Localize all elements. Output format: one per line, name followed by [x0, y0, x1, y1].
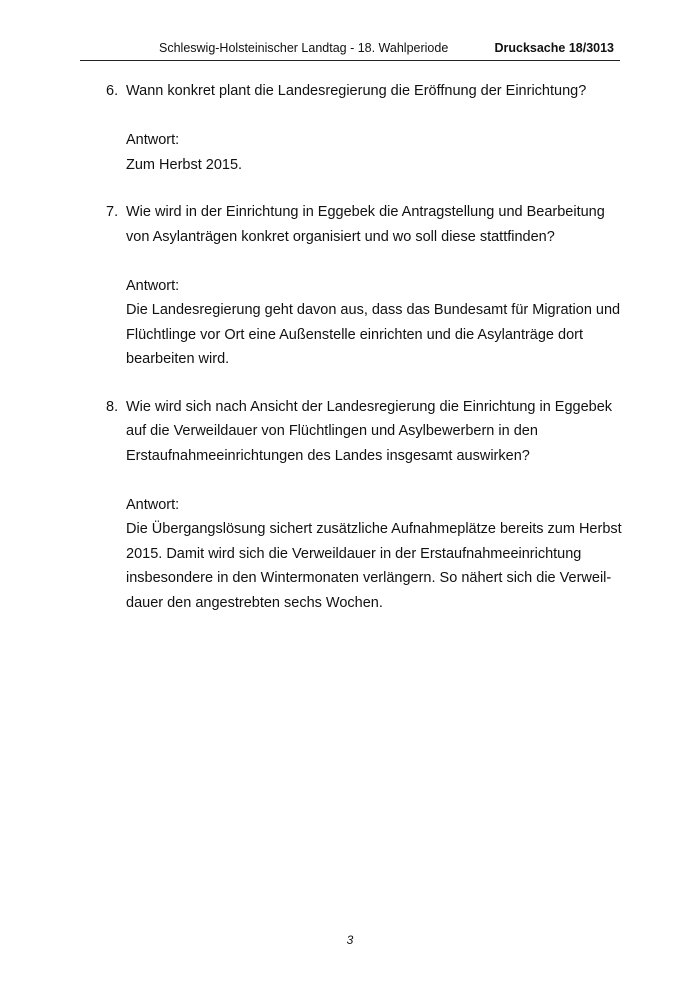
answer-text: bearbeiten wird.: [126, 351, 230, 367]
question-number: 6.: [106, 83, 119, 99]
question-text: Erstaufnahmeeinrichtungen des Landes insgesamt auswirken?: [126, 447, 530, 464]
question-number: 8.: [106, 398, 119, 415]
answer-label: Antwort:: [126, 132, 180, 148]
document-number: Drucksache 18/3013: [494, 41, 614, 55]
answer-label: Antwort:: [126, 496, 180, 513]
question-text: auf die Verweildauer von Flüchtlingen und Asylbewerbern in den: [126, 423, 538, 439]
answer-text: 2015. Damit wird sich die Verweildauer in der Erstaufnahmeeinrichtung: [126, 545, 582, 562]
header-title: Schleswig-Holsteinischer Landtag - 18. Wahlperiode: [159, 41, 449, 55]
question-number: 7.: [106, 204, 119, 220]
page-header: [80, 40, 620, 61]
question-text: Wie wird sich nach Ansicht der Landesregierung die Einrichtung in Eggebek: [126, 398, 613, 415]
question-text: von Asylanträgen konkret organisiert und wo soll diese stattfinden?: [126, 228, 555, 245]
answer-text: Die Landesregierung geht davon aus, dass das Bundesamt für Migration und: [126, 302, 621, 318]
answer-text: Zum Herbst 2015.: [126, 156, 243, 173]
answer-text: Die Übergangslösung sichert zusätzliche Aufnahmeplätze bereits zum Herbst: [126, 521, 622, 537]
document-body: [106, 79, 626, 638]
answer-text: dauer den angestrebten sechs Wochen.: [126, 594, 383, 611]
page-number: 3: [346, 933, 354, 947]
question-text: Wann konkret plant die Landesregierung die Eröffnung der Einrichtung?: [126, 83, 587, 99]
question-text: Wie wird in der Einrichtung in Eggebek die Antragstellung und Bearbeitung: [126, 204, 605, 220]
answer-text: Flüchtlinge vor Ort eine Außenstelle einrichten und die Asylanträge dort: [126, 326, 584, 343]
question-block-6: [106, 79, 626, 177]
answer-label: Antwort:: [126, 277, 180, 294]
answer-text: insbesondere in den Wintermonaten verlängern. So nähert sich die Verweil-: [126, 570, 612, 586]
question-block-8: [106, 395, 626, 616]
question-block-7: [106, 200, 626, 372]
